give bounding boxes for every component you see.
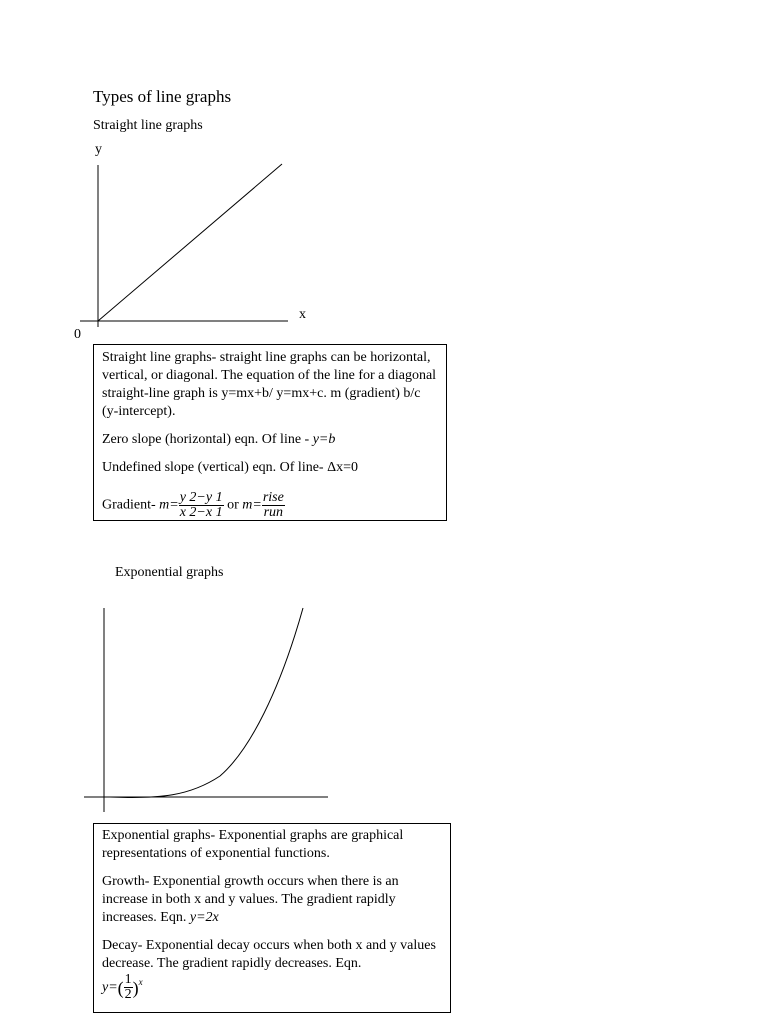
straight-line-heading: Straight line graphs bbox=[93, 118, 203, 133]
rise-numerator: rise bbox=[262, 490, 284, 505]
decay-text: Decay- Exponential decay occurs when both x and y values decrease. The gradient rapidly decreases. Eqn. bbox=[102, 938, 436, 971]
run-denominator: run bbox=[263, 505, 284, 520]
growth-line bbox=[102, 873, 442, 927]
exponential-heading: Exponential graphs bbox=[115, 565, 224, 580]
exponential-description: Exponential graphs- Exponential graphs are graphical representations of exponential functions. bbox=[102, 828, 404, 861]
gradient-denominator: x 2−x 1 bbox=[179, 505, 223, 520]
gradient-fraction bbox=[179, 491, 224, 520]
decay-lhs: y= bbox=[102, 980, 118, 995]
page-title: Types of line graphs bbox=[93, 87, 232, 106]
straight-line-description: Straight line graphs- straight line graphs can be horizontal, vertical, or diagonal. The equation of the line for a diagonal straight-line graph is y=mx+b/ y=mx+c. m (gradient) b/c (y-intercept). bbox=[102, 350, 437, 419]
growth-equation: y=2x bbox=[189, 910, 219, 925]
exponential-graph bbox=[80, 600, 340, 815]
exponential-curve bbox=[110, 608, 303, 798]
decay-exponent: x bbox=[138, 977, 143, 987]
gradient-m2: m= bbox=[242, 497, 262, 513]
diagonal-line bbox=[98, 164, 282, 321]
decay-line: Decay- Exponential decay occurs when both x and y values decrease. The gradient rapidly decreases. Eqn. y=( $\frac{1}{2}$ )$^x$ bbox=[102, 938, 436, 1003]
zero-slope-line bbox=[102, 431, 438, 449]
gradient-label: Gradient- bbox=[102, 497, 160, 513]
gradient-numerator: y 2−y 1 bbox=[179, 490, 223, 505]
gradient-line bbox=[102, 491, 438, 520]
decay-denominator: 2 bbox=[124, 987, 132, 1003]
decay-fraction bbox=[124, 973, 133, 1002]
growth-text: Growth- Exponential growth occurs when there is an increase in both x and y values. The gradient rapidly increases. Eqn. bbox=[102, 874, 399, 925]
origin-label: 0 bbox=[74, 327, 81, 342]
gradient-or: or bbox=[223, 497, 243, 513]
y-axis-label: y bbox=[95, 142, 102, 157]
straight-line-graph bbox=[70, 155, 310, 335]
zero-slope-equation: y=b bbox=[312, 432, 336, 447]
undefined-slope-line: Undefined slope (vertical) eqn. Of line- Δx=0 bbox=[102, 460, 358, 475]
decay-numerator: 1 bbox=[124, 972, 132, 988]
rise-run-fraction bbox=[262, 491, 285, 520]
exponential-info-box bbox=[93, 823, 451, 1013]
zero-slope-text: Zero slope (horizontal) eqn. Of line - bbox=[102, 432, 313, 447]
x-axis-label: x bbox=[299, 307, 306, 322]
gradient-m: m= bbox=[159, 497, 179, 513]
straight-line-info-box bbox=[93, 344, 447, 521]
